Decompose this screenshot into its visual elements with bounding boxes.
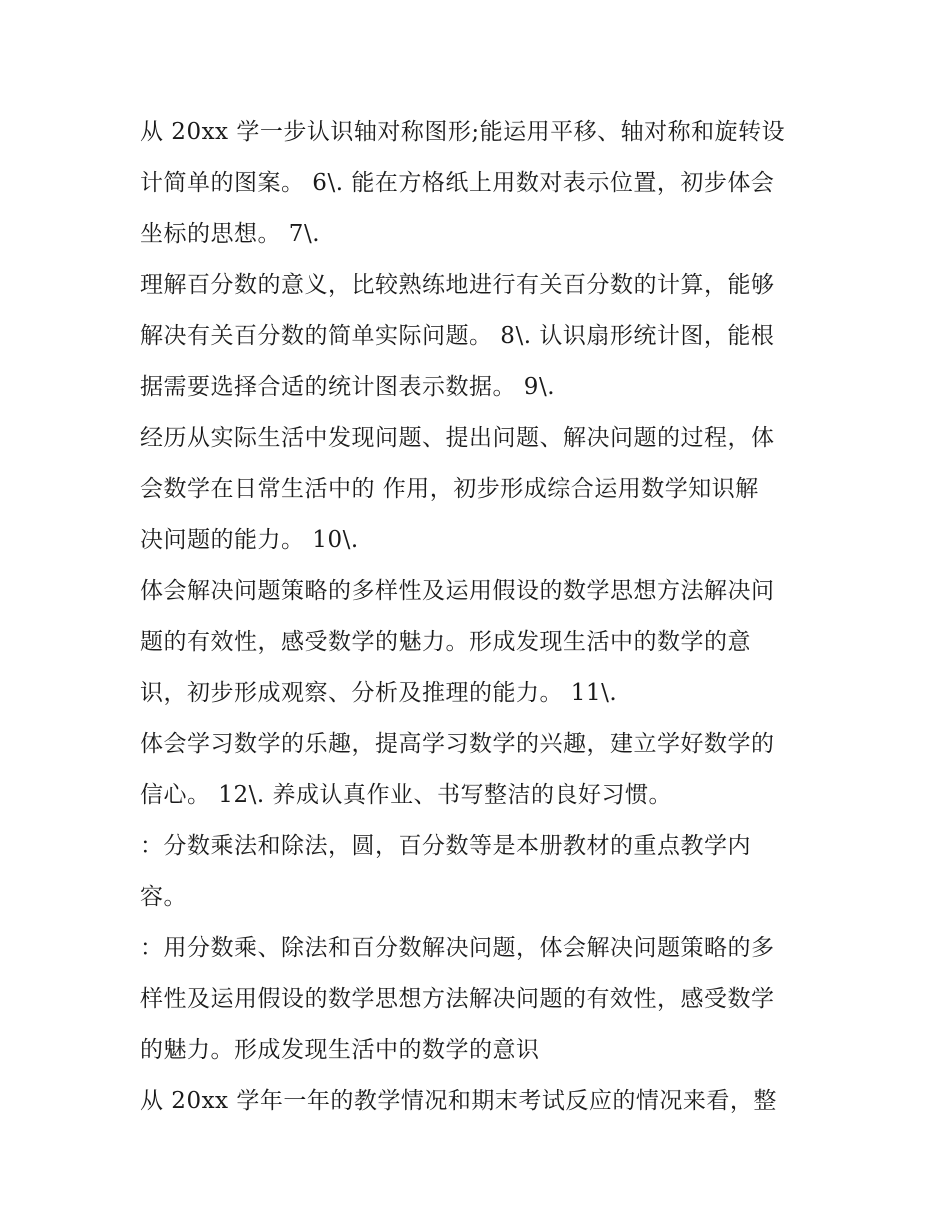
text-line: 容。 [140,884,187,910]
text-line: 从 20xx 学一步认识轴对称图形;能运用平移、轴对称和旋转设 [140,119,786,145]
text-line: 坐标的思想。 7\. [140,221,321,247]
text-line: 题的有效性，感受数学的魅力。形成发现生活中的数学的意 [140,629,751,655]
text-line: ：用分数乘、除法和百分数解决问题，体会解决问题策略的多 [140,935,775,961]
text-line: 样性及运用假设的数学思想方法解决问题的有效性，感受数学 [140,986,775,1012]
text-line: 经历从实际生活中发现问题、提出问题、解决问题的过程，体 [140,425,775,451]
text-line: 决问题的能力。 10\. [140,527,359,553]
text-line: 会数学在日常生活中的 作用，初步形成综合运用数学知识解 [140,476,759,502]
text-line: 理解百分数的意义，比较熟练地进行有关百分数的计算，能够 [140,272,775,298]
text-line: 从 20xx 学年一年的教学情况和期末考试反应的情况来看，整 [140,1088,777,1114]
text-line: 据需要选择合适的统计图表示数据。 9\. [140,374,556,400]
text-line: 体会解决问题策略的多样性及运用假设的数学思想方法解决问 [140,578,775,604]
text-line: 信心。 12\. 养成认真作业、书写整洁的良好习惯。 [140,782,672,808]
text-line: 解决有关百分数的简单实际问题。 8\. 认识扇形统计图，能根 [140,323,775,349]
text-line: 的魅力。形成发现生活中的数学的意识 [140,1037,540,1063]
text-line: 识，初步形成观察、分析及推理的能力。 11\. [140,680,618,706]
text-line: 体会学习数学的乐趣，提高学习数学的兴趣，建立学好数学的 [140,731,775,757]
document-body [140,110,830,1130]
text-line: 计简单的图案。 6\. 能在方格纸上用数对表示位置，初步体会 [140,170,775,196]
text-line: ：分数乘法和除法，圆，百分数等是本册教材的重点教学内 [140,833,751,859]
